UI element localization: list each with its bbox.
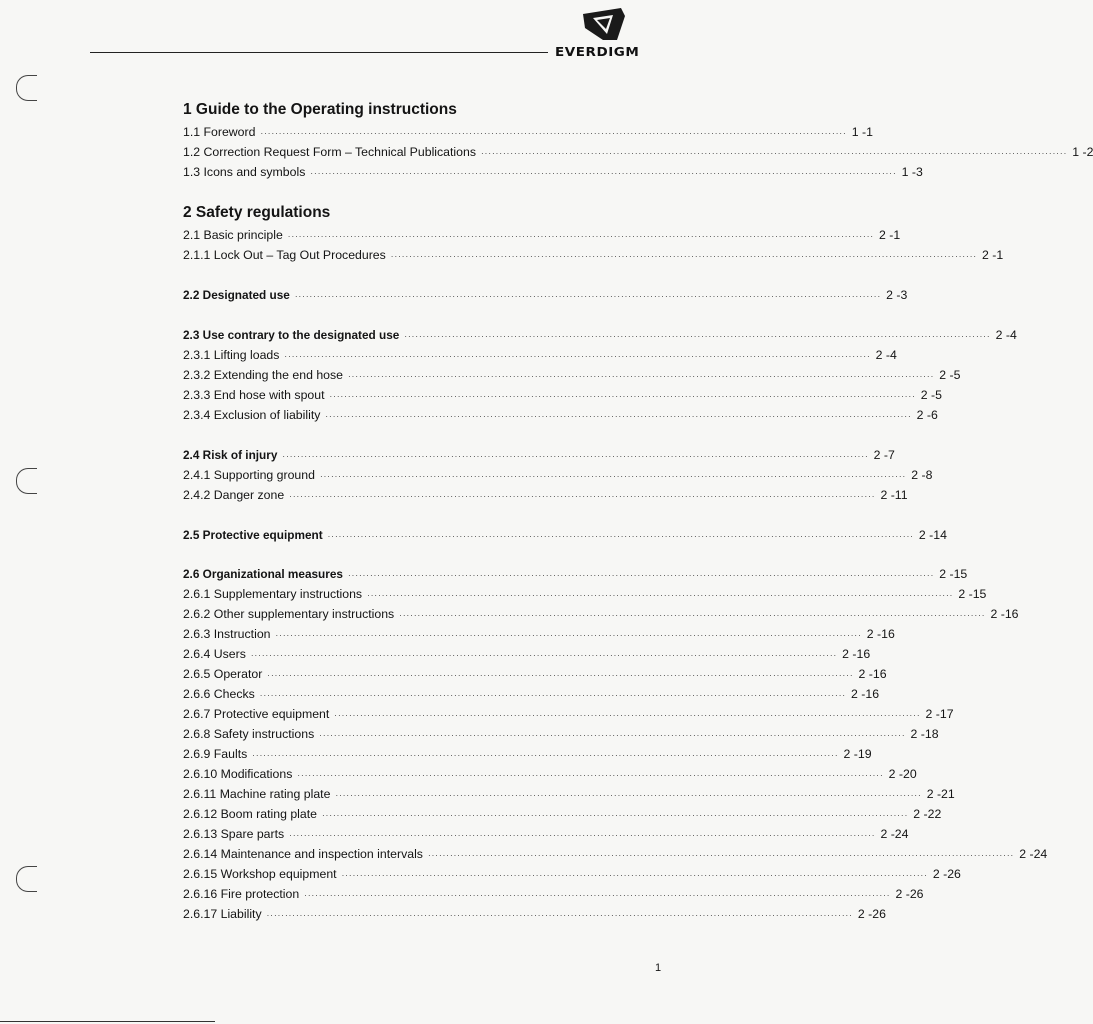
dot-leader: ································································································································································ (252, 751, 839, 760)
dot-leader: ································································································································································ (259, 691, 847, 700)
entry-page: 5 (935, 388, 942, 402)
entry-title: 2.6.2 Other supplementary instructions (183, 607, 395, 621)
dot-leader: ································································································································································ (341, 871, 928, 880)
entry-title: 1.2 Correction Request Form – Technical Publications (183, 145, 476, 159)
entry-chapter: 2 - (842, 647, 857, 661)
punch-hole (16, 468, 37, 494)
toc-entry (183, 624, 895, 644)
entry-title: 2.4 Risk of injury (183, 448, 278, 462)
toc-entry (183, 904, 886, 924)
entry-page: 16 (865, 687, 880, 701)
entry-chapter: 2 - (939, 567, 954, 581)
dot-leader: ································································································································································ (310, 169, 897, 178)
entry-page: 7 (888, 448, 895, 462)
entry-chapter: 2 - (926, 787, 942, 801)
toc-entry (183, 325, 1017, 345)
toc-entry (183, 525, 947, 545)
toc-entry (183, 884, 924, 904)
dot-leader: ································································································································································ (284, 352, 871, 361)
punch-hole (16, 75, 37, 101)
entry-page: 24 (894, 827, 909, 841)
entry-title: 2.6.11 Machine rating plate (183, 787, 331, 801)
toc-entry (183, 704, 954, 724)
page-number: 1 (655, 962, 662, 974)
toc-entry (183, 644, 871, 664)
toc-entry (183, 684, 880, 704)
table-of-contents (183, 100, 1093, 924)
entry-page: 18 (924, 727, 939, 741)
toc-entry (183, 225, 901, 245)
entry-page: 26 (872, 907, 886, 921)
entry-page: 17 (939, 707, 954, 721)
entry-page: 4 (1009, 328, 1017, 342)
toc-entry (183, 764, 917, 784)
entry-title: 2.6.4 Users (183, 647, 246, 661)
entry-page: 26 (909, 887, 924, 901)
entry-title: 2.6 Organizational measures (183, 567, 343, 581)
dot-leader: ································································································································································ (367, 591, 954, 600)
entry-title: 2.4.1 Supporting ground (183, 468, 315, 482)
entry-chapter: 2 - (858, 667, 873, 681)
entry-title: 2.6.6 Checks (183, 687, 255, 701)
dot-leader: ································································································································································ (287, 232, 875, 241)
toc-entry (183, 664, 887, 684)
entry-chapter: 2 - (995, 328, 1010, 342)
everdigm-logo (555, 6, 640, 59)
entry-page: 16 (856, 647, 871, 661)
entry-title: 2.1.1 Lock Out – Tag Out Procedures (183, 248, 386, 262)
entry-chapter: 2 - (939, 368, 954, 382)
toc-entry (183, 162, 923, 182)
entry-title: 2.6.1 Supplementary instructions (183, 587, 363, 601)
toc-group (183, 525, 947, 545)
section-heading: 2 Safety regulations (183, 204, 331, 221)
entry-page: 2 (1086, 145, 1093, 159)
toc-entry (183, 784, 955, 804)
entry-title: 2.6.9 Faults (183, 747, 248, 761)
entry-title: 2.3.1 Lifting loads (183, 348, 280, 362)
entry-chapter: 2 - (925, 707, 940, 721)
dot-leader: ································································································································································ (266, 911, 853, 920)
entry-page: 1 (893, 228, 901, 242)
entry-page: 11 (894, 488, 908, 502)
entry-title: 2.3.4 Exclusion of liability (183, 408, 321, 422)
dot-leader: ································································································································································ (404, 332, 991, 341)
toc-entry (183, 844, 1048, 864)
toc-entry (183, 584, 987, 604)
entry-title: 2.5 Protective equipment (183, 528, 323, 542)
toc-entry (183, 724, 939, 744)
entry-chapter: 2 - (843, 747, 858, 761)
entry-chapter: 2 - (918, 528, 934, 542)
entry-chapter: 2 - (913, 807, 928, 821)
dot-leader: ································································································································································ (297, 771, 884, 780)
toc-group (183, 564, 1048, 924)
brand-name: EVERDIGM (555, 44, 640, 59)
dot-leader: ································································································································································ (267, 671, 854, 680)
entry-title: 1.1 Foreword (183, 125, 256, 139)
toc-entry (183, 405, 938, 425)
dot-leader: ································································································································································ (329, 392, 916, 401)
entry-chapter: 2 - (895, 887, 910, 901)
entry-page: 16 (872, 667, 887, 681)
dot-leader: ································································································································································ (289, 492, 876, 501)
entry-chapter: 2 - (910, 727, 925, 741)
dot-leader: ································································································································································ (260, 129, 847, 138)
section-heading: 1 Guide to the Operating instructions (183, 101, 457, 118)
dot-leader: ································································································································································ (282, 452, 869, 461)
entry-title: 2.3.2 Extending the end hose (183, 368, 343, 382)
dot-leader: ································································································································································ (289, 831, 876, 840)
toc-entry (183, 604, 1019, 624)
entry-page: 6 (931, 408, 938, 422)
entry-title: 2.3 Use contrary to the designated use (183, 328, 400, 342)
entry-title: 2.6.7 Protective equipment (183, 707, 330, 721)
entry-page: 5 (953, 368, 961, 382)
dot-leader: ································································································································································ (399, 611, 986, 620)
footer-rule (0, 1021, 215, 1022)
dot-leader: ································································································································································ (304, 891, 891, 900)
toc-entry (183, 345, 897, 365)
toc-section (183, 203, 1004, 265)
toc-entry (183, 824, 909, 844)
dot-leader: ································································································································································ (322, 811, 909, 820)
dot-leader: ································································································································································ (335, 791, 922, 800)
toc-group (183, 445, 933, 505)
dot-leader: ································································································································································ (327, 532, 914, 541)
toc-entry (183, 864, 961, 884)
dot-leader: ································································································································································ (347, 571, 935, 580)
everdigm-emblem-icon (577, 6, 629, 42)
entry-title: 2.2 Designated use (183, 288, 290, 302)
entry-page: 14 (933, 528, 947, 542)
entry-title: 2.6.13 Spare parts (183, 827, 285, 841)
dot-leader: ································································································································································ (319, 472, 907, 481)
entry-title: 2.6.14 Maintenance and inspection intervals (183, 847, 423, 861)
entry-chapter: 2 - (920, 388, 936, 402)
entry-chapter: 2 - (851, 687, 866, 701)
entry-chapter: 2 - (911, 468, 926, 482)
toc-entry (183, 285, 908, 305)
entry-title: 2.3.3 End hose with spout (183, 388, 325, 402)
toc-entry (183, 564, 968, 584)
entry-page: 3 (915, 165, 923, 179)
entry-title: 2.6.12 Boom rating plate (183, 807, 317, 821)
entry-page: 16 (1004, 607, 1019, 621)
entry-page: 4 (890, 348, 897, 362)
entry-page: 24 (1033, 847, 1048, 861)
toc-entry (183, 365, 961, 385)
entry-title: 2.6.5 Operator (183, 667, 263, 681)
entry-chapter: 2 - (880, 488, 895, 502)
entry-page: 26 (947, 867, 961, 881)
entry-chapter: 2 - (990, 607, 1005, 621)
entry-title: 2.6.16 Fire protection (183, 887, 300, 901)
dot-leader: ································································································································································ (325, 412, 912, 421)
entry-page: 20 (902, 767, 917, 781)
entry-title: 2.6.15 Workshop equipment (183, 867, 337, 881)
entry-page: 16 (881, 627, 895, 641)
entry-chapter: 2 - (866, 627, 882, 641)
dot-leader: ································································································································································ (348, 372, 935, 381)
entry-chapter: 2 - (888, 767, 903, 781)
entry-chapter: 2 - (916, 408, 931, 422)
entry-title: 2.6.3 Instruction (183, 627, 271, 641)
toc-entry (183, 465, 933, 485)
entry-title: 2.6.17 Liability (183, 907, 262, 921)
entry-title: 2.6.8 Safety instructions (183, 727, 315, 741)
toc-entry (183, 804, 942, 824)
toc-entry (183, 245, 1004, 265)
dot-leader: ································································································································································ (427, 851, 1015, 860)
entry-chapter: 1 - (1072, 145, 1087, 159)
dot-leader: ································································································································································ (390, 252, 978, 261)
entry-chapter: 2 - (958, 587, 973, 601)
entry-page: 21 (941, 787, 955, 801)
entry-chapter: 2 - (857, 907, 873, 921)
entry-page: 19 (857, 747, 872, 761)
entry-title: 1.3 Icons and symbols (183, 165, 306, 179)
dot-leader: ································································································································································ (334, 711, 921, 720)
entry-page: 8 (925, 468, 933, 482)
entry-title: 2.6.10 Modifications (183, 767, 293, 781)
entry-page: 1 (866, 125, 873, 139)
entry-title: 2.4.2 Danger zone (183, 488, 285, 502)
toc-section (183, 100, 1093, 182)
entry-chapter: 2 - (873, 448, 889, 462)
entry-page: 15 (953, 567, 968, 581)
entry-chapter: 2 - (886, 288, 901, 302)
toc-entry (183, 142, 1093, 162)
toc-entry (183, 385, 942, 405)
entry-page: 22 (927, 807, 942, 821)
toc-entry (183, 445, 895, 465)
entry-chapter: 1 - (901, 165, 916, 179)
toc-group (183, 325, 1017, 425)
entry-page: 1 (996, 248, 1004, 262)
punch-hole (16, 866, 37, 892)
entry-chapter: 2 - (982, 248, 997, 262)
entry-page: 15 (972, 587, 987, 601)
toc-entry (183, 744, 872, 764)
toc-group (183, 285, 908, 305)
toc-entry (183, 485, 908, 505)
entry-chapter: 2 - (1019, 847, 1034, 861)
entry-chapter: 2 - (879, 228, 894, 242)
dot-leader: ································································································································································ (319, 731, 906, 740)
dot-leader: ································································································································································ (250, 651, 838, 660)
toc-entry (183, 122, 873, 142)
entry-page: 3 (900, 288, 908, 302)
dot-leader: ································································································································································ (294, 292, 882, 301)
entry-chapter: 1 - (851, 125, 867, 139)
entry-chapter: 2 - (880, 827, 895, 841)
dot-leader: ································································································································································ (481, 149, 1068, 158)
entry-title: 2.1 Basic principle (183, 228, 283, 242)
dot-leader: ································································································································································ (275, 631, 862, 640)
entry-chapter: 2 - (932, 867, 948, 881)
header-rule (90, 52, 548, 53)
entry-chapter: 2 - (875, 348, 891, 362)
